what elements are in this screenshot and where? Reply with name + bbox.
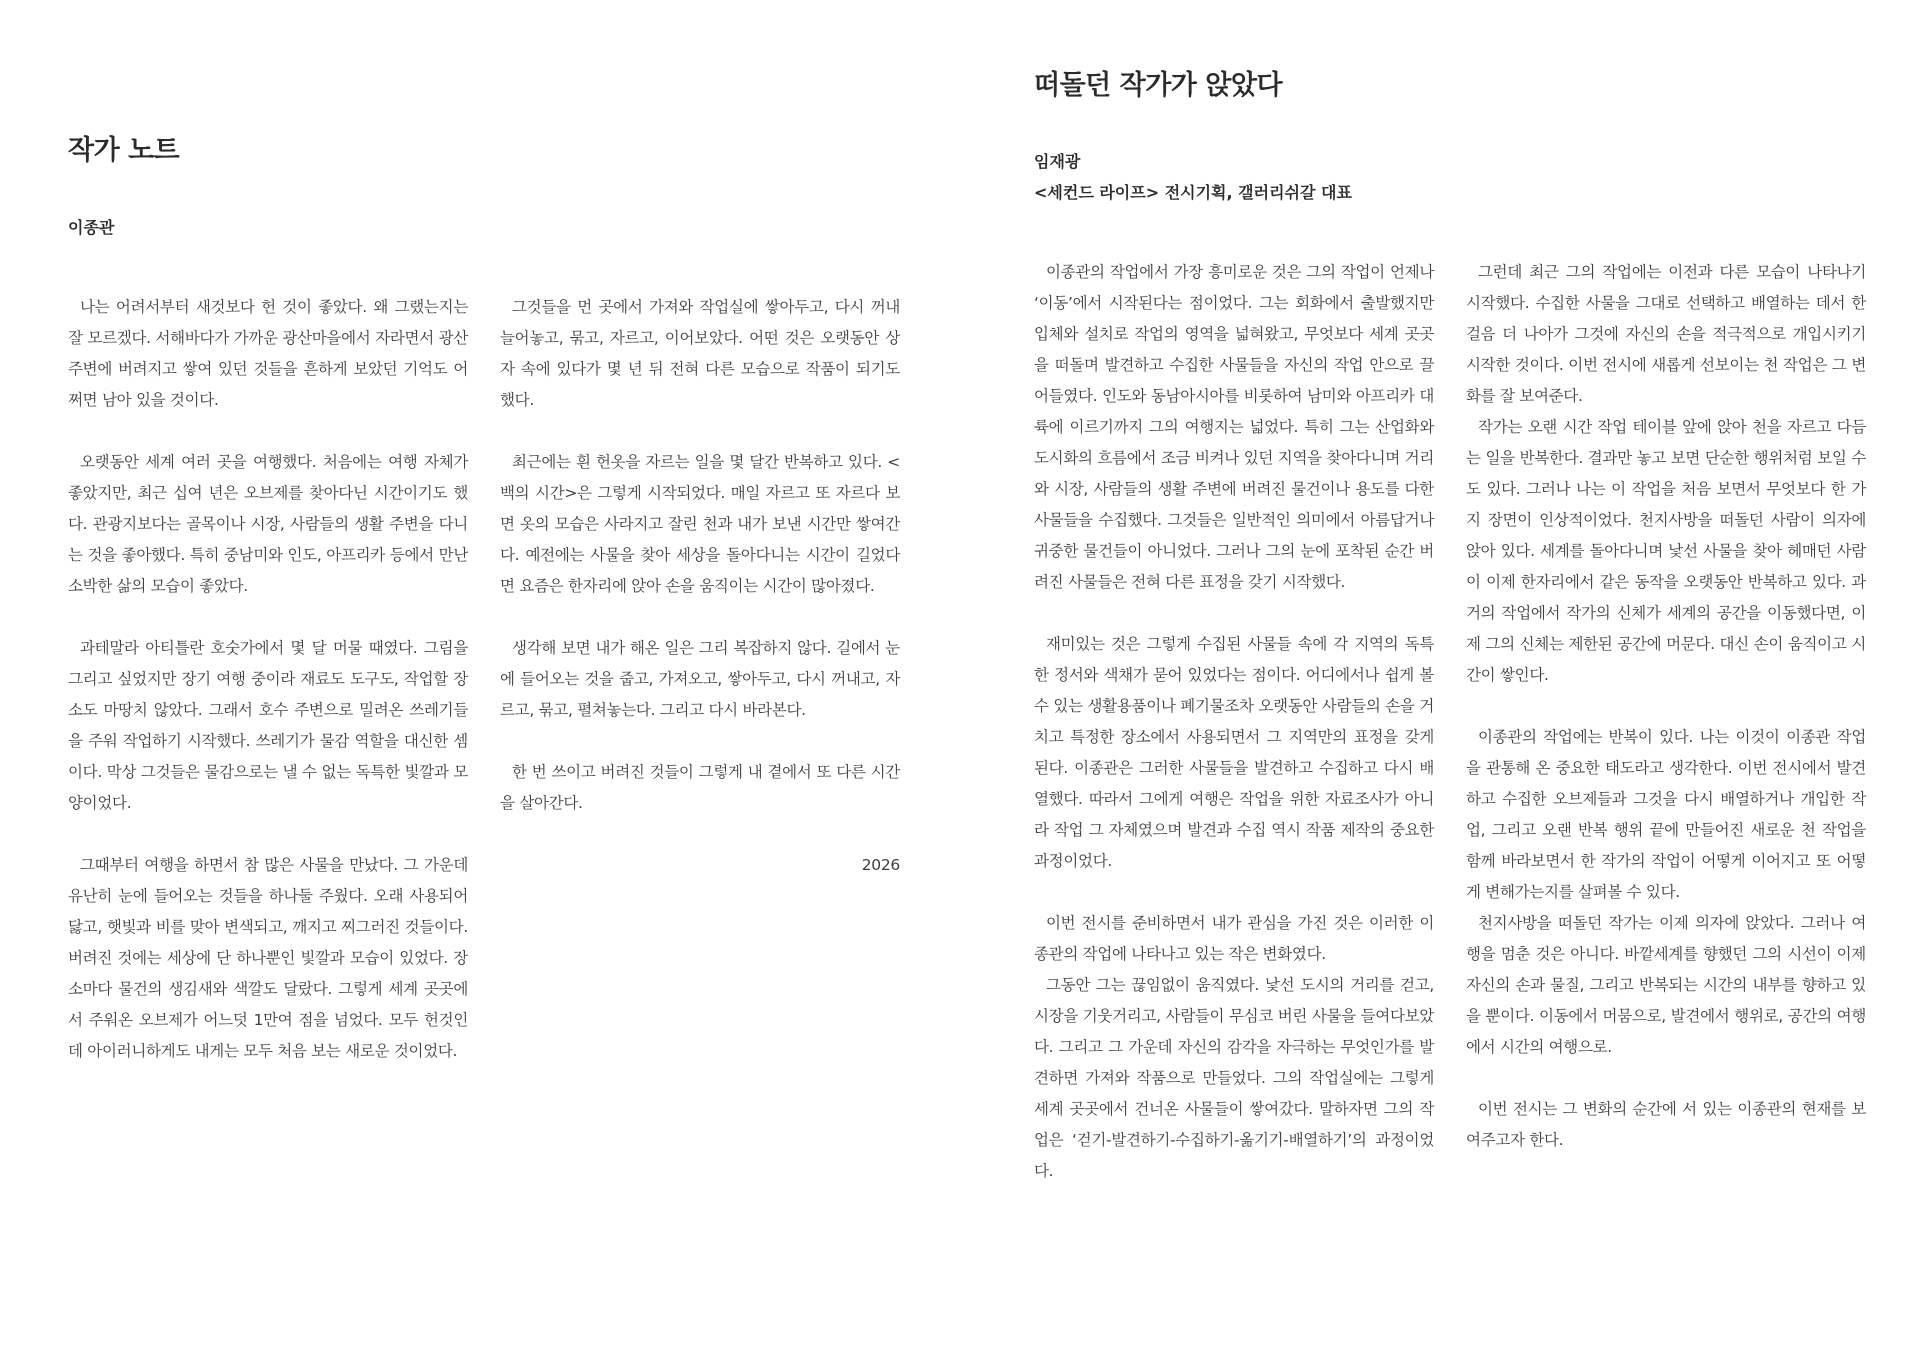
right-page-title: 떠돌던 작가가 앉았다 [1034,70,1283,101]
paragraph: 그런데 최근 그의 작업에는 이전과 다른 모습이 나타나기 시작했다. 수집한 사물을 그대로 선택하고 배열하는 데서 한 걸음 더 나아가 그것에 자신의 손을 적극적으로 개입시키기 시작한 것이다. 이번 전시에 새롭게 선보이는 천 작업은 그 변화를 잘 보여준다. [1466,263,1866,405]
paragraph: 재미있는 것은 그렇게 수집된 사물들 속에 각 지역의 독특한 정서와 색채가 묻어 있었다는 점이다. 어디에서나 쉽게 볼 수 있는 생활용품이나 폐기물조차 오랫동안 사람들의 손을 거치고 특정한 장소에서 사용되면서 그 지역만의 표정을 갖게 된다. 이종관은 그러한 사물들을 발견하고 수집하고 다시 배열했다. 따라서 그에게 여행은 작업을 위한 자료조사가 아니라 작업 그 자체였으며 발견과 수집 역시 작품 제작의 중요한 과정이었다. [1034,635,1434,870]
left-page-title: 작가 노트 [68,135,180,166]
left-page-author: 이종관 [68,218,115,237]
paragraph: 나는 어려서부터 새것보다 헌 것이 좋았다. 왜 그랬는지는 잘 모르겠다. 서해바다가 가까운 광산마을에서 자라면서 광산 주변에 버려지고 쌓여 있던 것들을 흔하게 보았던 기억도 어쩌면 남아 있을 것이다. [68,298,468,409]
paragraph: 생각해 보면 내가 해온 일은 그리 복잡하지 않다. 길에서 눈에 들어오는 것을 줍고, 가져오고, 쌓아두고, 다시 꺼내고, 자르고, 묶고, 펼쳐놓는다. 그리고 다시 바라본다. [500,639,900,719]
right-column-1 [1034,257,1434,1218]
paragraph: 작가는 오랜 시간 작업 테이블 앞에 앉아 천을 자르고 다듬는 일을 반복한다. 결과만 놓고 보면 단순한 행위처럼 보일 수도 있다. 그러나 나는 이 작업을 처음 보면서 무엇보다 한 가지 장면이 인상적이었다. 천지사방을 떠돌던 사람이 의자에 앉아 있다. 세계를 돌아다니며 낯선 사물을 찾아 헤매던 사람이 이제 한자리에서 같은 동작을 오랫동안 반복하고 있다. 과거의 작업에서 작가의 신체가 세계의 공간을 이동했다면, 이제 그의 신체는 제한된 공간에 머문다. 대신 손이 움직이고 시간이 쌓인다. [1466,418,1866,684]
paragraph: 이번 전시를 준비하면서 내가 관심을 가진 것은 이러한 이종관의 작업에 나타나고 있는 작은 변화였다. [1034,914,1434,963]
paragraph: 그것들을 먼 곳에서 가져와 작업실에 쌓아두고, 다시 꺼내 늘어놓고, 묶고, 자르고, 이어보았다. 어떤 것은 오랫동안 상자 속에 있다가 몇 년 뒤 전혀 다른 모습으로 작품이 되기도 했다. [500,298,900,409]
left-column-2 [500,292,900,912]
paragraph: 한 번 쓰이고 버려진 것들이 그렇게 내 곁에서 또 다른 시간을 살아간다. [500,763,900,812]
right-page-author-name: 임재광 [1034,152,1081,171]
paragraph: 최근에는 흰 헌옷을 자르는 일을 몇 달간 반복하고 있다. <백의 시간>은 그렇게 시작되었다. 매일 자르고 또 자르다 보면 옷의 모습은 사라지고 잘린 천과 내가 보낸 시간만 쌓여간다. 예전에는 사물을 찾아 세상을 돌아다니는 시간이 길었다면 요즘은 한자리에 앉아 손을 움직이는 시간이 많아졌다. [500,453,900,595]
right-page-author-role: <세컨드 라이프> 전시기획, 갤러리쉬갈 대표 [1034,183,1352,202]
paragraph: 그동안 그는 끊임없이 움직였다. 낯선 도시의 거리를 걷고, 시장을 기웃거리고, 사람들이 무심코 버린 사물을 들여다보았다. 그리고 그 가운데 자신의 감각을 자극하는 무엇인가를 발견하면 가져와 작품으로 만들었다. 그의 작업실에는 그렇게 세계 곳곳에서 건너온 사물들이 쌓여갔다. 말하자면 그의 작업은 ‘걷기-발견하기-수집하기-옮기기-배열하기’의 과정이었다. [1034,976,1434,1180]
left-column-1 [68,292,468,1098]
paragraph: 이번 전시는 그 변화의 순간에 서 있는 이종관의 현재를 보여주고자 한다. [1466,1100,1866,1149]
paragraph: 이종관의 작업에서 가장 흥미로운 것은 그의 작업이 언제나 ‘이동’에서 시작된다는 점이었다. 그는 회화에서 출발했지만 입체와 설치로 작업의 영역을 넓혀왔고, 무엇보다 세계 곳곳을 떠돌며 발견하고 수집한 사물들을 자신의 작업 안으로 끌어들였다. 인도와 동남아시아를 비롯하여 남미와 아프리카 대륙에 이르기까지 그의 여행지는 넓었다. 특히 그는 산업화와 도시화의 흐름에서 조금 비켜나 있던 지역을 찾아다니며 거리와 시장, 사람들의 생활 주변에 버려진 물건이나 용도를 다한 사물들을 수집했다. 그것들은 일반적인 의미에서 아름답거나 귀중한 물건들이 아니었다. 그러나 그의 눈에 포착된 순간 버려진 사물들은 전혀 다른 표정을 갖기 시작했다. [1034,263,1434,591]
paragraph: 과테말라 아티틀란 호숫가에서 몇 달 머물 때였다. 그림을 그리고 싶었지만 장기 여행 중이라 재료도 도구도, 작업할 장소도 마땅치 않았다. 그래서 호수 주변으로 밀려온 쓰레기들을 주워 작업하기 시작했다. 쓰레기가 물감 역할을 대신한 셈이다. 막상 그것들은 물감으로는 낼 수 없는 독특한 빛깔과 모양이었다. [68,639,468,812]
paragraph: 이종관의 작업에는 반복이 있다. 나는 이것이 이종관 작업을 관통해 온 중요한 태도라고 생각한다. 이번 전시에서 발견하고 수집한 오브제들과 그것을 다시 배열하거나 개입한 작업, 그리고 오랜 반복 행위 끝에 만들어진 새로운 천 작업을 함께 바라보면서 한 작가의 작업이 어떻게 이어지고 또 어떻게 변해가는지를 살펴볼 수 있다. [1466,728,1866,901]
paragraph: 그때부터 여행을 하면서 참 많은 사물을 만났다. 그 가운데 유난히 눈에 들어오는 것들을 하나둘 주웠다. 오래 사용되어 닳고, 햇빛과 비를 맞아 변색되고, 깨지고 찌그러진 것들이다. 버려진 것에는 세상에 단 하나뿐인 빛깔과 모습이 있었다. 장소마다 물건의 생김새와 색깔도 달랐다. 그렇게 세계 곳곳에서 주워온 오브제가 어느덧 1만여 점을 넘었다. 모두 헌것인데 아이러니하게도 내게는 모두 처음 보는 새로운 것이었다. [68,856,468,1060]
paragraph: 천지사방을 떠돌던 작가는 이제 의자에 앉았다. 그러나 여행을 멈춘 것은 아니다. 바깥세계를 향했던 그의 시선이 이제 자신의 손과 물질, 그리고 반복되는 시간의 내부를 향하고 있을 뿐이다. 이동에서 머뭄으로, 발견에서 행위로, 공간의 여행에서 시간의 여행으로. [1466,914,1866,1056]
note-year: 2026 [861,856,900,874]
paragraph: 오랫동안 세계 여러 곳을 여행했다. 처음에는 여행 자체가 좋았지만, 최근 십여 년은 오브제를 찾아다닌 시간이기도 했다. 관광지보다는 골목이나 시장, 사람들의 생활 주변을 다니는 것을 좋아했다. 특히 중남미와 인도, 아프리카 등에서 만난 소박한 삶의 모습이 좋았다. [68,453,468,595]
right-column-2 [1466,257,1866,1187]
